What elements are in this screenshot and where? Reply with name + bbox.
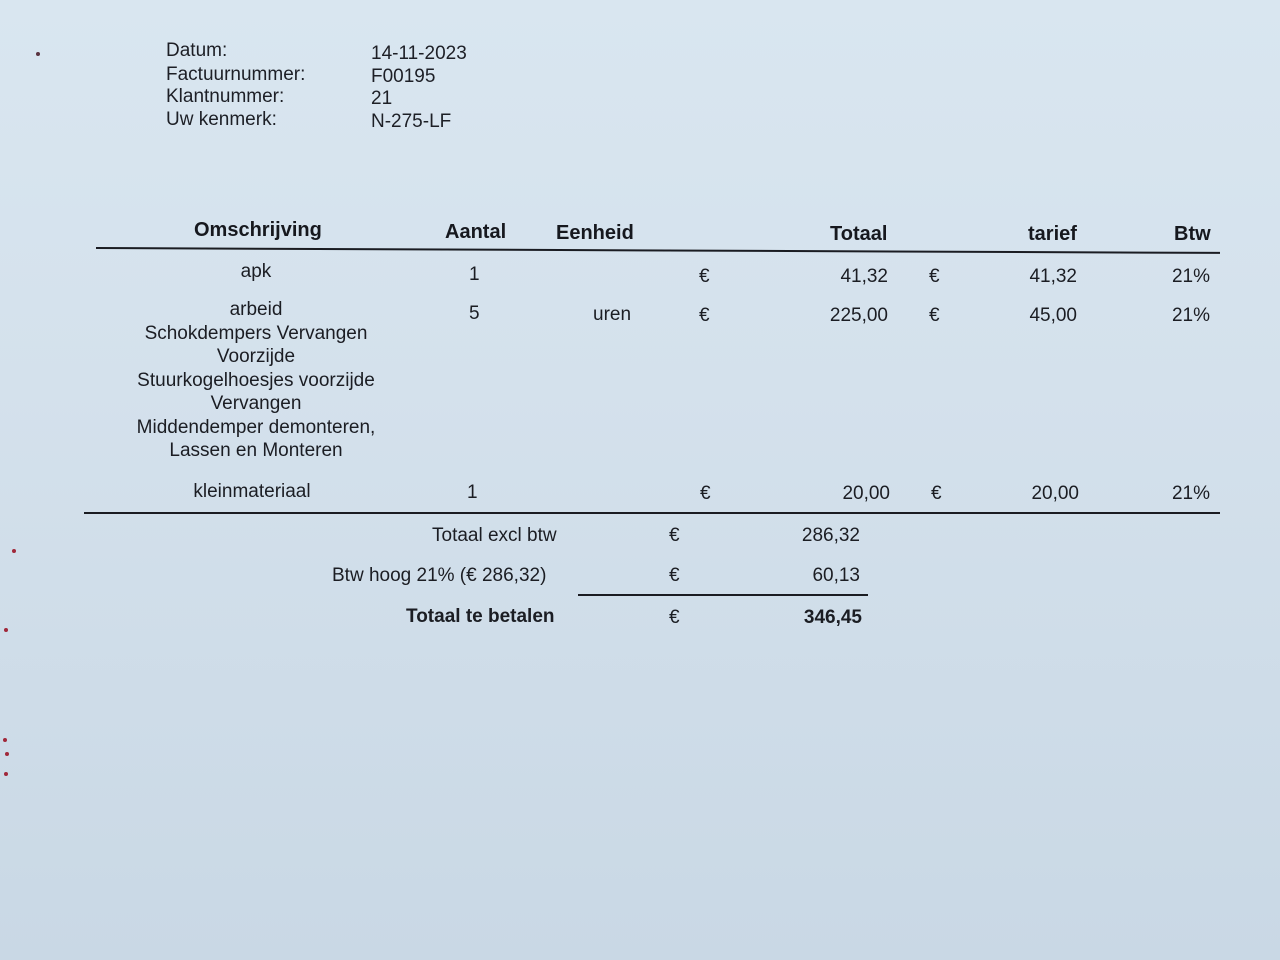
header-total: Totaal xyxy=(830,223,888,245)
description-line: apk xyxy=(240,261,272,282)
table-bottom-rule xyxy=(84,512,1220,514)
customer-number-value: 21 xyxy=(371,88,393,109)
description-line: Schokdempers Vervangen xyxy=(144,322,368,344)
row-total: 225,00 xyxy=(829,305,888,326)
margin-mark xyxy=(5,752,9,756)
total-label: Totaal te betalen xyxy=(406,606,555,627)
description-line: Middendemper demonteren, xyxy=(136,416,376,438)
description-line: kleinmateriaal xyxy=(193,481,311,502)
row-rate: 41,32 xyxy=(1029,266,1077,287)
row-total-currency: € xyxy=(699,305,710,326)
margin-mark xyxy=(3,738,7,742)
customer-number-label: Klantnummer: xyxy=(166,86,285,107)
row-rate: 45,00 xyxy=(1029,305,1077,326)
row-vat: 21% xyxy=(1171,305,1210,326)
subtotal-value: 286,32 xyxy=(801,525,860,546)
description-line: Stuurkogelhoesjes voorzijde xyxy=(137,369,375,391)
date-label: Datum: xyxy=(166,40,228,61)
header-rule xyxy=(96,247,1220,254)
header-quantity: Aantal xyxy=(445,221,507,243)
row-total: 41,32 xyxy=(840,266,888,287)
row-quantity: 1 xyxy=(467,482,478,503)
row-unit: uren xyxy=(593,304,632,325)
header-description: Omschrijving xyxy=(194,219,322,241)
row-quantity: 5 xyxy=(469,303,480,324)
date-value: 14-11-2023 xyxy=(371,43,467,64)
summary-rule xyxy=(578,594,868,596)
vat-label: Btw hoog 21% (€ 286,32) xyxy=(332,565,547,586)
description-line: Lassen en Monteren xyxy=(169,440,343,461)
row-rate-currency: € xyxy=(929,305,940,326)
total-currency: € xyxy=(669,607,680,628)
row-rate-currency: € xyxy=(929,266,940,287)
row-total: 20,00 xyxy=(842,483,890,504)
description-line: Voorzijde xyxy=(216,346,296,367)
total-value: 346,45 xyxy=(803,607,862,628)
row-quantity: 1 xyxy=(469,264,480,285)
reference-value: N-275-LF xyxy=(371,111,452,132)
row-vat: 21% xyxy=(1171,266,1210,287)
invoice-number-label: Factuurnummer: xyxy=(166,64,306,85)
description-line: Vervangen xyxy=(210,393,302,414)
margin-mark xyxy=(36,52,40,56)
row-description xyxy=(96,260,416,284)
margin-mark xyxy=(4,772,8,776)
row-total-currency: € xyxy=(699,266,710,287)
row-description xyxy=(92,480,412,504)
subtotal-currency: € xyxy=(669,525,680,546)
invoice-number-value: F00195 xyxy=(371,66,436,87)
row-total-currency: € xyxy=(700,483,711,504)
header-vat: Btw xyxy=(1174,223,1211,245)
row-vat: 21% xyxy=(1171,483,1210,504)
row-rate-currency: € xyxy=(931,483,942,504)
description-line: arbeid xyxy=(229,299,283,320)
row-rate: 20,00 xyxy=(1031,483,1079,504)
subtotal-label: Totaal excl btw xyxy=(432,525,557,546)
vat-currency: € xyxy=(669,565,680,586)
vat-value: 60,13 xyxy=(812,565,860,586)
margin-mark xyxy=(4,628,8,632)
header-rate: tarief xyxy=(1028,223,1077,245)
margin-mark xyxy=(12,549,16,553)
header-unit: Eenheid xyxy=(556,222,634,244)
row-description xyxy=(96,298,416,463)
reference-label: Uw kenmerk: xyxy=(166,109,277,130)
